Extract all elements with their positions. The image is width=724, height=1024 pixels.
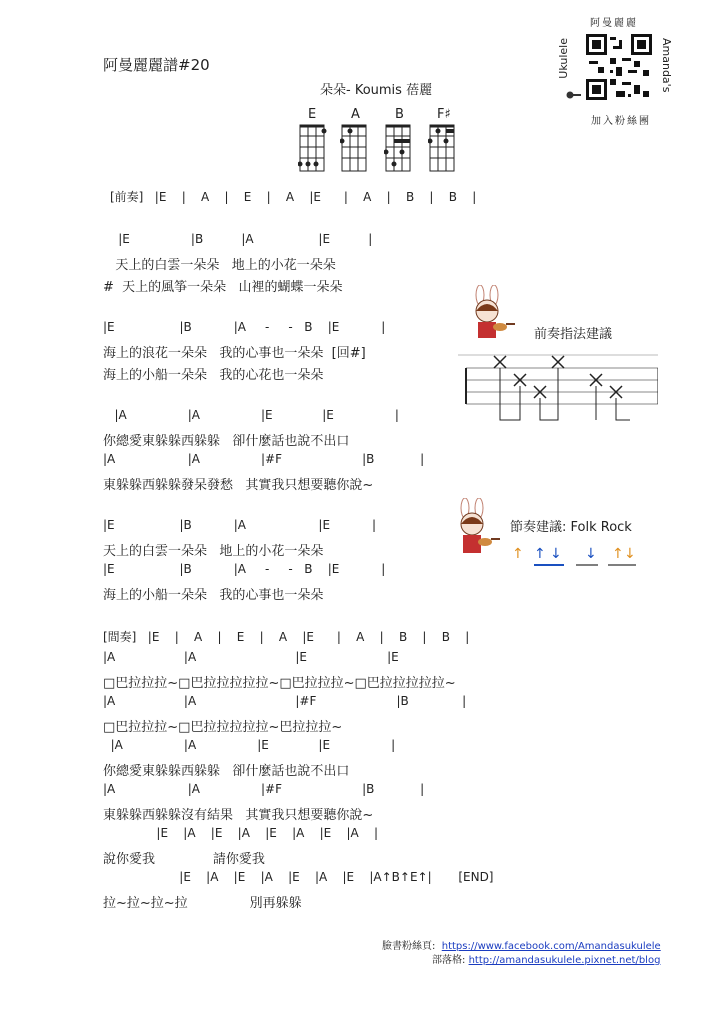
chord-name-e: E — [308, 107, 317, 122]
chord-line: |E |B |A |E | — [103, 232, 373, 246]
picking-suggestion-label: 前奏指法建議 — [534, 327, 613, 342]
blog-footer — [432, 951, 660, 966]
strum-arrow-up-2-icon: ↑ — [534, 546, 546, 562]
lyric-line: 東躲躲西躲躲沒有結果 其實我只想要聽你說~ — [103, 808, 374, 823]
sheet-title: 阿曼麗麗譜#20 — [103, 56, 210, 74]
chord-name-b: B — [395, 107, 404, 122]
lyric-line: 天上的白雲一朵朵 地上的小花一朵朵 — [103, 258, 336, 273]
chord-line: |E |B |A - - B |E | — [103, 562, 386, 576]
chord-line: |E |A |E |A |E |A |E |A | — [103, 826, 379, 840]
vertical-ukulele: Ukulele — [557, 38, 570, 79]
ukulele-icon — [566, 88, 582, 100]
chord-chart-a — [340, 121, 370, 173]
lyric-line: # 天上的風筝一朵朵 山裡的蝴蝶一朵朵 — [103, 280, 343, 295]
fanpage-label: 加入粉絲團 — [591, 116, 651, 127]
bunny-mascot-icon — [466, 285, 516, 345]
chord-line: |E |A |E |A |E |A |E |A↑B↑E↑| [END] — [103, 870, 494, 884]
bunny-mascot-rhythm-icon — [451, 498, 501, 560]
song-title: 朵朵- Koumis 蓓麗 — [320, 83, 433, 98]
intro-progression: [前奏] |E | A | E | A |E | A | B | B | — [110, 190, 477, 204]
lyric-line: □巴拉拉拉~□巴拉拉拉拉拉~□巴拉拉拉~□巴拉拉拉拉拉~ — [103, 676, 456, 691]
blog-label: 部落格: — [432, 955, 469, 966]
qr-code-icon[interactable] — [586, 34, 652, 100]
chord-name-a: A — [351, 107, 360, 122]
strum-arrow-up-3-icon: ↑ — [612, 546, 624, 562]
strum-arrow-down-3-icon: ↓ — [624, 546, 636, 562]
chord-line: |A |A |E |E — [103, 650, 399, 664]
lyric-line: 說你愛我 請你愛我 — [103, 852, 265, 867]
chord-chart-e — [298, 121, 328, 173]
chord-name-fsharp: F♯ — [437, 107, 451, 122]
lyric-line: 你總愛東躲躲西躲躲 卻什麼話也說不出口 — [103, 764, 350, 779]
chord-line: |A |A |E |E | — [103, 738, 396, 752]
chord-line: |A |A |#F |B | — [103, 782, 425, 796]
lyric-line: 拉~拉~拉~拉 別再躲躲 — [103, 896, 302, 911]
strum-arrow-down-2-icon: ↓ — [585, 546, 597, 562]
chord-line: |E |B |A |E | — [103, 518, 377, 532]
chord-chart-fsharp — [428, 121, 458, 173]
lyric-line: 海上的小船一朵朵 我的心花也一朵朵 — [103, 368, 324, 383]
strum-underlines — [528, 563, 638, 567]
strum-arrow-up-1-icon: ↑ — [512, 546, 524, 562]
chord-chart-b — [384, 121, 414, 173]
lyric-line: 海上的小船一朵朵 我的心事也一朵朵 — [103, 588, 324, 603]
facebook-link[interactable]: https://www.facebook.com/Amandasukulele — [441, 941, 661, 952]
tab-diagram — [458, 350, 658, 430]
lyric-line: 你總愛東躲躲西躲躲 卻什麼話也說不出口 — [103, 434, 350, 449]
blog-link[interactable]: http://amandasukulele.pixnet.net/blog — [468, 955, 661, 966]
brand-name: 阿曼麗麗 — [590, 18, 638, 29]
chord-line: |E |B |A - - B |E | — [103, 320, 386, 334]
lyric-line: □巴拉拉拉~□巴拉拉拉拉拉~巴拉拉拉~ — [103, 720, 343, 735]
lyric-line: 海上的浪花一朵朵 我的心事也一朵朵 [回#] — [103, 346, 366, 361]
strum-arrow-down-1-icon: ↓ — [550, 546, 562, 562]
lyric-line: 天上的白雲一朵朵 地上的小花一朵朵 — [103, 544, 324, 559]
rhythm-suggestion-label: 節奏建議: Folk Rock — [510, 520, 632, 535]
lyric-line: 東躲躲西躲躲發呆發愁 其實我只想要聽你說~ — [103, 478, 374, 493]
chord-line: [間奏] |E | A | E | A |E | A | B | B | — [103, 630, 470, 644]
facebook-footer — [382, 937, 661, 952]
facebook-label: 臉書粉絲頁: — [382, 941, 442, 952]
chord-line: |A |A |E |E | — [103, 408, 399, 422]
vertical-amandas: Amanda's — [660, 38, 673, 93]
chord-line: |A |A |#F |B | — [103, 694, 467, 708]
chord-line: |A |A |#F |B | — [103, 452, 425, 466]
